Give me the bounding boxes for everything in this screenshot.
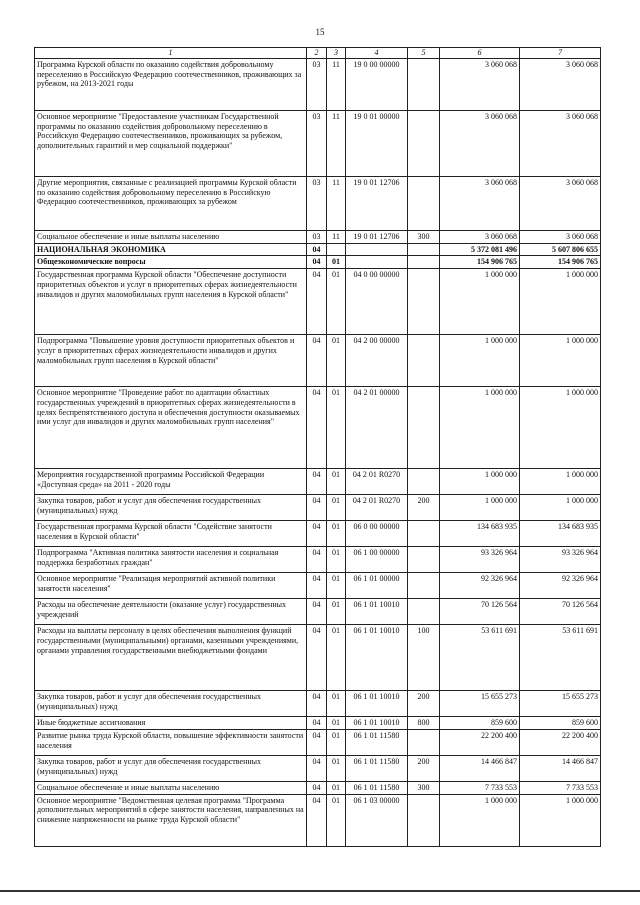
target-article-code: 06 1 01 11580 <box>346 755 408 781</box>
amount-year-2: 859 600 <box>520 717 601 730</box>
section-code: 04 <box>307 269 327 335</box>
row-name: Основное мероприятие "Ведомственная целевая программа "Программа дополнительных мероприятий в сфере занятости населения, направленных на снижение напряженности на рынке труда Курской области" <box>35 794 307 846</box>
table-row <box>35 599 601 625</box>
expense-type-code: 200 <box>408 691 440 717</box>
amount-year-1: 1 000 000 <box>440 469 520 495</box>
row-name: Программа Курской области по оказанию содействия добровольному переселению в Российскую Федерацию соотечественников, проживающих за рубежом, на 2013-2021 годы <box>35 58 307 110</box>
expense-type-code <box>408 547 440 573</box>
row-name: Социальное обеспечение и иные выплаты населению <box>35 230 307 243</box>
row-name: Подпрограмма "Повышение уровня доступности приоритетных объектов и услуг в приоритетных сферах жизнедеятельности инвалидов и других маломобильных групп населения в Курской области" <box>35 335 307 387</box>
expense-type-code <box>408 794 440 846</box>
section-code: 04 <box>307 599 327 625</box>
amount-year-1: 3 060 068 <box>440 230 520 243</box>
target-article-code: 04 0 00 00000 <box>346 269 408 335</box>
amount-year-2: 1 000 000 <box>520 269 601 335</box>
subsection-code: 01 <box>327 387 346 469</box>
subsection-code: 11 <box>327 110 346 176</box>
amount-year-2: 1 000 000 <box>520 469 601 495</box>
column-header: 3 <box>327 48 346 59</box>
amount-year-2: 3 060 068 <box>520 176 601 230</box>
amount-year-1: 92 326 964 <box>440 573 520 599</box>
page-bottom-rule <box>0 890 640 892</box>
expense-type-code <box>408 269 440 335</box>
amount-year-1: 1 000 000 <box>440 269 520 335</box>
amount-year-1: 3 060 068 <box>440 110 520 176</box>
target-article-code: 19 0 01 00000 <box>346 110 408 176</box>
expense-type-code: 300 <box>408 230 440 243</box>
subsection-code: 01 <box>327 521 346 547</box>
amount-year-1: 14 466 847 <box>440 755 520 781</box>
amount-year-1: 53 611 691 <box>440 625 520 691</box>
section-code: 03 <box>307 58 327 110</box>
section-code: 03 <box>307 230 327 243</box>
column-header: 5 <box>408 48 440 59</box>
amount-year-1: 3 060 068 <box>440 176 520 230</box>
subsection-code: 01 <box>327 269 346 335</box>
table-row <box>35 335 601 387</box>
row-name: Основное мероприятие "Проведение работ по адаптации областных государственных учреждений в приоритетных сферах жизнедеятельности в целях беспрепятственного доступа и обеспечения доступности оказываемых ими услуг для инвалидов и других маломобильных групп населения" <box>35 387 307 469</box>
section-code: 04 <box>307 573 327 599</box>
row-name: Подпрограмма "Активная политика занятости населения и социальная поддержка безработных граждан" <box>35 547 307 573</box>
amount-year-2: 93 326 964 <box>520 547 601 573</box>
amount-year-1: 3 060 068 <box>440 58 520 110</box>
amount-year-1: 7 733 553 <box>440 781 520 794</box>
subsection-code: 01 <box>327 781 346 794</box>
table-row <box>35 755 601 781</box>
section-code: 04 <box>307 335 327 387</box>
amount-year-2: 22 200 400 <box>520 729 601 755</box>
row-name: Социальное обеспечение и иные выплаты населению <box>35 781 307 794</box>
section-code: 04 <box>307 521 327 547</box>
row-name: Закупка товаров, работ и услуг для обеспечения государственных (муниципальных) нужд <box>35 755 307 781</box>
table-row <box>35 495 601 521</box>
amount-year-2: 3 060 068 <box>520 230 601 243</box>
amount-year-2: 1 000 000 <box>520 335 601 387</box>
amount-year-2: 3 060 068 <box>520 110 601 176</box>
table-row <box>35 469 601 495</box>
row-name: Закупка товаров, работ и услуг для обеспечения государственных (муниципальных) нужд <box>35 691 307 717</box>
expense-type-code <box>408 335 440 387</box>
amount-year-2: 1 000 000 <box>520 495 601 521</box>
subsection-code: 01 <box>327 794 346 846</box>
row-name: Закупка товаров, работ и услуг для обеспечения государственных (муниципальных) нужд <box>35 495 307 521</box>
target-article-code <box>346 256 408 269</box>
expense-type-code <box>408 110 440 176</box>
expense-type-code <box>408 729 440 755</box>
table-row <box>35 717 601 730</box>
amount-year-1: 1 000 000 <box>440 335 520 387</box>
table-row <box>35 794 601 846</box>
amount-year-2: 134 683 935 <box>520 521 601 547</box>
section-code: 04 <box>307 717 327 730</box>
table-row <box>35 691 601 717</box>
amount-year-2: 3 060 068 <box>520 58 601 110</box>
section-code: 04 <box>307 547 327 573</box>
table-row <box>35 230 601 243</box>
section-code: 04 <box>307 256 327 269</box>
expense-type-code <box>408 243 440 256</box>
subsection-code: 01 <box>327 755 346 781</box>
page-number: 15 <box>315 27 325 37</box>
subsection-code: 01 <box>327 599 346 625</box>
column-header: 1 <box>35 48 307 59</box>
section-code: 04 <box>307 781 327 794</box>
section-code: 04 <box>307 794 327 846</box>
table-row <box>35 781 601 794</box>
table-row <box>35 387 601 469</box>
target-article-code: 06 1 01 10010 <box>346 625 408 691</box>
amount-year-1: 154 906 765 <box>440 256 520 269</box>
section-code: 04 <box>307 495 327 521</box>
target-article-code: 06 1 01 11580 <box>346 729 408 755</box>
row-name: Другие мероприятия, связанные с реализацией программы Курской области по оказанию содействия добровольному переселению в Российскую Федерацию соотечественников, проживающих за рубежом <box>35 176 307 230</box>
subsection-code: 01 <box>327 691 346 717</box>
amount-year-2: 92 326 964 <box>520 573 601 599</box>
table-row <box>35 256 601 269</box>
column-header: 6 <box>440 48 520 59</box>
subsection-code: 01 <box>327 547 346 573</box>
row-name: Иные бюджетные ассигнования <box>35 717 307 730</box>
target-article-code: 04 2 00 00000 <box>346 335 408 387</box>
row-name: Расходы на выплаты персоналу в целях обеспечения выполнения функций государственными (муниципальными) органами, казенными учреждениями, органами управления государственными внебюджетными фондами <box>35 625 307 691</box>
amount-year-2: 7 733 553 <box>520 781 601 794</box>
budget-table <box>34 47 601 847</box>
row-name: Мероприятия государственной программы Российской Федерации «Доступная среда» на 2011 - 2020 годы <box>35 469 307 495</box>
row-name: НАЦИОНАЛЬНАЯ ЭКОНОМИКА <box>35 243 307 256</box>
header-row <box>35 48 601 59</box>
table-row <box>35 243 601 256</box>
expense-type-code <box>408 521 440 547</box>
subsection-code: 01 <box>327 335 346 387</box>
target-article-code: 06 1 01 10010 <box>346 599 408 625</box>
target-article-code: 04 2 01 00000 <box>346 387 408 469</box>
amount-year-1: 5 372 081 496 <box>440 243 520 256</box>
target-article-code: 19 0 01 12706 <box>346 176 408 230</box>
section-code: 04 <box>307 625 327 691</box>
amount-year-2: 1 000 000 <box>520 794 601 846</box>
column-header: 4 <box>346 48 408 59</box>
table-row <box>35 269 601 335</box>
target-article-code: 04 2 01 R0270 <box>346 495 408 521</box>
subsection-code: 01 <box>327 729 346 755</box>
target-article-code: 06 1 01 00000 <box>346 573 408 599</box>
expense-type-code <box>408 599 440 625</box>
amount-year-1: 1 000 000 <box>440 794 520 846</box>
expense-type-code <box>408 256 440 269</box>
expense-type-code: 200 <box>408 495 440 521</box>
target-article-code: 19 0 00 00000 <box>346 58 408 110</box>
expense-type-code: 200 <box>408 755 440 781</box>
subsection-code: 11 <box>327 176 346 230</box>
target-article-code: 06 1 01 10010 <box>346 717 408 730</box>
section-code: 03 <box>307 110 327 176</box>
amount-year-1: 15 655 273 <box>440 691 520 717</box>
target-article-code: 06 1 03 00000 <box>346 794 408 846</box>
subsection-code: 11 <box>327 230 346 243</box>
table-row <box>35 58 601 110</box>
subsection-code: 01 <box>327 717 346 730</box>
subsection-code: 01 <box>327 573 346 599</box>
subsection-code: 01 <box>327 625 346 691</box>
target-article-code: 19 0 01 12706 <box>346 230 408 243</box>
amount-year-1: 859 600 <box>440 717 520 730</box>
target-article-code: 06 1 01 10010 <box>346 691 408 717</box>
amount-year-2: 15 655 273 <box>520 691 601 717</box>
expense-type-code <box>408 469 440 495</box>
amount-year-1: 93 326 964 <box>440 547 520 573</box>
amount-year-2: 53 611 691 <box>520 625 601 691</box>
target-article-code <box>346 243 408 256</box>
row-name: Расходы на обеспечение деятельности (оказание услуг) государственных учреждений <box>35 599 307 625</box>
expense-type-code: 100 <box>408 625 440 691</box>
amount-year-2: 1 000 000 <box>520 387 601 469</box>
target-article-code: 06 0 00 00000 <box>346 521 408 547</box>
section-code: 04 <box>307 691 327 717</box>
table-row <box>35 573 601 599</box>
row-name: Общеэкономические вопросы <box>35 256 307 269</box>
target-article-code: 06 1 00 00000 <box>346 547 408 573</box>
row-name: Государственная программа Курской области "Содействие занятости населения в Курской области" <box>35 521 307 547</box>
subsection-code: 01 <box>327 495 346 521</box>
expense-type-code: 800 <box>408 717 440 730</box>
section-code: 04 <box>307 387 327 469</box>
row-name: Основное мероприятие "Предоставление участникам Государственной программы по оказанию содействия добровольному переселению в Российскую Федерацию соотечественников, проживающих за рубежом, дополнительных гарантий и мер социальной поддержки" <box>35 110 307 176</box>
subsection-code <box>327 243 346 256</box>
table-row <box>35 176 601 230</box>
target-article-code: 04 2 01 R0270 <box>346 469 408 495</box>
expense-type-code <box>408 387 440 469</box>
amount-year-2: 14 466 847 <box>520 755 601 781</box>
amount-year-1: 134 683 935 <box>440 521 520 547</box>
amount-year-2: 154 906 765 <box>520 256 601 269</box>
section-code: 03 <box>307 176 327 230</box>
expense-type-code <box>408 176 440 230</box>
section-code: 04 <box>307 243 327 256</box>
expense-type-code <box>408 573 440 599</box>
row-name: Основное мероприятие "Реализация мероприятий активной политики занятости населения" <box>35 573 307 599</box>
column-header: 7 <box>520 48 601 59</box>
expense-type-code: 300 <box>408 781 440 794</box>
amount-year-1: 1 000 000 <box>440 387 520 469</box>
section-code: 04 <box>307 729 327 755</box>
amount-year-2: 70 126 564 <box>520 599 601 625</box>
amount-year-2: 5 607 806 655 <box>520 243 601 256</box>
row-name: Развитие рынка труда Курской области, повышение эффективности занятости населения <box>35 729 307 755</box>
amount-year-1: 1 000 000 <box>440 495 520 521</box>
amount-year-1: 70 126 564 <box>440 599 520 625</box>
section-code: 04 <box>307 469 327 495</box>
expense-type-code <box>408 58 440 110</box>
amount-year-1: 22 200 400 <box>440 729 520 755</box>
row-name: Государственная программа Курской области "Обеспечение доступности приоритетных объектов и услуг в приоритетных сферах жизнедеятельности инвалидов и других маломобильных групп населения в Курской области" <box>35 269 307 335</box>
column-header: 2 <box>307 48 327 59</box>
subsection-code: 01 <box>327 469 346 495</box>
table-row <box>35 521 601 547</box>
target-article-code: 06 1 01 11580 <box>346 781 408 794</box>
table-row <box>35 625 601 691</box>
subsection-code: 01 <box>327 256 346 269</box>
subsection-code: 11 <box>327 58 346 110</box>
table-row <box>35 547 601 573</box>
table-row <box>35 110 601 176</box>
section-code: 04 <box>307 755 327 781</box>
table-row <box>35 729 601 755</box>
